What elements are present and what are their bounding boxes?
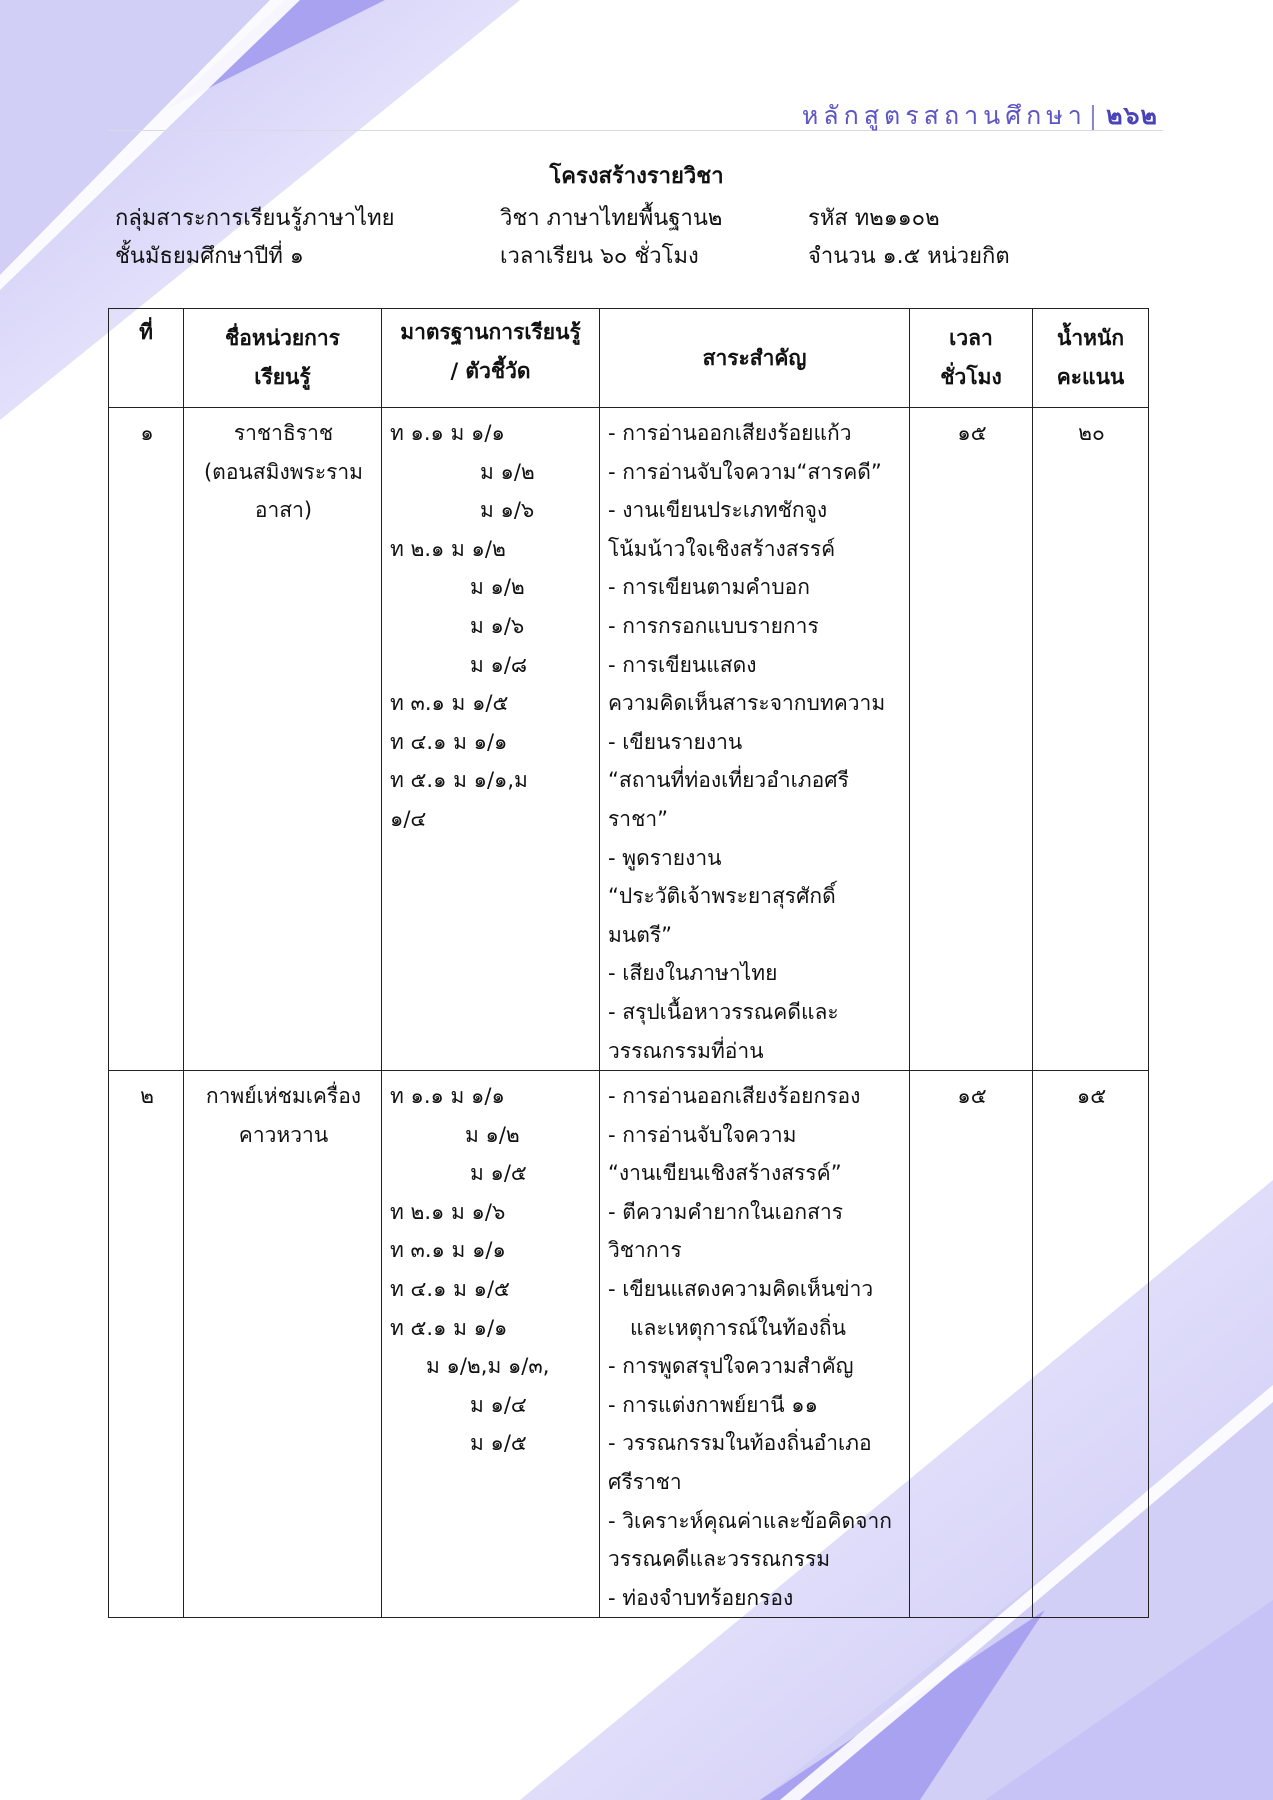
header-time: เวลา ชั่วโมง: [910, 309, 1033, 408]
row-number: ๑: [109, 408, 184, 1071]
standards-indicators: ท ๑.๑ ม ๑/๑ ม ๑/๒ ม ๑/๕ ท ๒.๑ ม ๑/๖ ท ๓.๑ ม ๑/๑ ท ๔.๑ ม ๑/๕ ท ๕.๑ ม ๑/๑ ม ๑/๒,ม ๑/๓, ม ๑/๔ ม ๑/๕: [382, 1071, 600, 1618]
table-row: [109, 1071, 1149, 1618]
grade-level: ชั้นมัธยมศึกษาปีที่ ๑: [115, 244, 304, 269]
header-separator: |: [1088, 101, 1103, 130]
score-weight: ๒๐: [1033, 408, 1149, 1071]
page-number: ๒๖๒: [1106, 101, 1158, 130]
header-weight: น้ำหนัก คะแนน: [1033, 309, 1149, 408]
table-row: [109, 408, 1149, 1071]
header-standard: มาตรฐานการเรียนรู้ / ตัวชี้วัด: [382, 309, 600, 408]
standards-indicators: ท ๑.๑ ม ๑/๑ ม ๑/๒ ม ๑/๖ ท ๒.๑ ม ๑/๒ ม ๑/๒ ม ๑/๖ ม ๑/๘ ท ๓.๑ ม ๑/๕ ท ๔.๑ ม ๑/๑ ท ๕.๑ ม ๑/๑,ม ๑/๔: [382, 408, 600, 1071]
study-hours: เวลาเรียน ๖๐ ชั่วโมง: [500, 244, 699, 269]
page-title: โครงสร้างรายวิชา: [549, 164, 724, 189]
row-number: ๒: [109, 1071, 184, 1618]
time-hours: ๑๕: [910, 1071, 1033, 1618]
subject-name: วิชา ภาษาไทยพื้นฐาน๒: [500, 206, 723, 231]
learning-area: กลุ่มสาระการเรียนรู้ภาษาไทย: [115, 206, 395, 231]
key-content: - การอ่านออกเสียงร้อยแก้ว - การอ่านจับใจความ“สารคดี” - งานเขียนประเภทชักจูง โน้มน้าวใจเชิงสร้างสรรค์ - การเขียนตามคำบอก - การกรอกแบบรายการ - การเขียนแสดง ความคิดเห็นสาระจากบทความ - เขียนรายงาน “สถานที่ท่องเที่ยวอำเภอศรี ราชา” - พูดรายงาน “ประวัติเจ้าพระยาสุรศักดิ์ มนตรี” - เสียงในภาษาไทย - สรุปเนื้อหาวรรณคดีและ วรรณกรรมที่อ่าน: [600, 408, 910, 1071]
header-unit: ชื่อหน่วยการ เรียนรู้: [184, 309, 382, 408]
header-content: สาระสำคัญ: [600, 309, 910, 408]
score-weight: ๑๕: [1033, 1071, 1149, 1618]
header-no: ที่: [109, 309, 184, 408]
credit-count: จำนวน ๑.๕ หน่วยกิต: [808, 244, 1010, 269]
key-content: - การอ่านออกเสียงร้อยกรอง - การอ่านจับใจความ “งานเขียนเชิงสร้างสรรค์” - ตีความคำยากในเอกสาร วิชาการ - เขียนแสดงความคิดเห็นข่าว และเหตุการณ์ในท้องถิ่น - การพูดสรุปใจความสำคัญ - การแต่งกาพย์ยานี ๑๑ - วรรณกรรมในท้องถิ่นอำเภอ ศรีราชา - วิเคราะห์คุณค่าและข้อคิดจาก วรรณคดีและวรรณกรรม - ท่องจำบทร้อยกรอง: [600, 1071, 910, 1618]
curriculum-label: หลักสูตรสถานศึกษา: [801, 101, 1087, 130]
time-hours: ๑๕: [910, 408, 1033, 1071]
unit-name: ราชาธิราช (ตอนสมิงพระราม อาสา): [184, 408, 382, 1071]
table-header-row: [109, 309, 1149, 408]
unit-name: กาพย์เห่ชมเครื่อง คาวหวาน: [184, 1071, 382, 1618]
page-header: [802, 96, 1158, 136]
subject-code: รหัส ท๒๑๑๐๒: [808, 206, 940, 231]
course-structure-table: [108, 308, 1149, 1618]
